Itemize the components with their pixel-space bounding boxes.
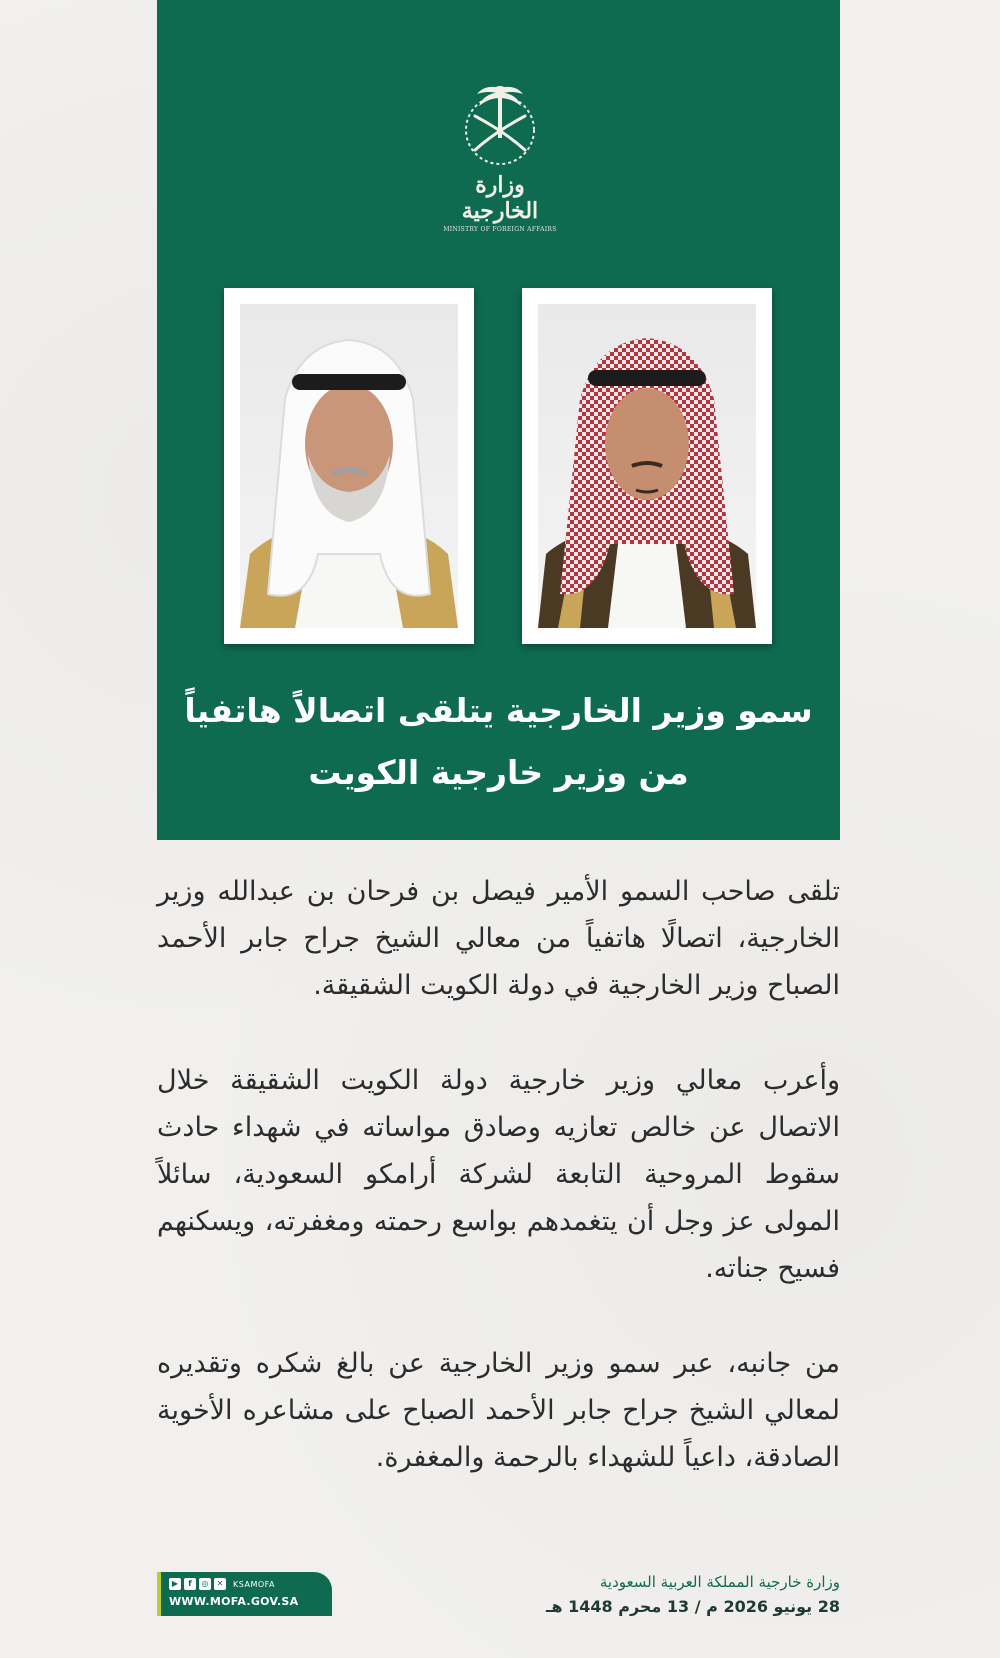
portrait-saudi-minister [522,288,772,644]
social-handle: KSAMOFA [233,1579,275,1589]
org-name: وزارة خارجية المملكة العربية السعودية [599,1573,840,1591]
social-icons-row [169,1576,324,1592]
headline-line-2: من وزير خارجية الكويت [308,753,689,792]
ministry-emblem [441,80,559,233]
portrait-kuwait-minister [224,288,474,644]
ministry-name-arabic: وزارة الخارجية [461,172,539,224]
headline-line-1: سمو وزير الخارجية يتلقى اتصالاً هاتفياً [184,691,813,730]
instagram-icon[interactable]: ◎ [199,1578,211,1590]
youtube-icon[interactable]: ▶ [169,1578,181,1590]
paragraph: من جانبه، عبر سمو وزير الخارجية عن بالغ شكره وتقديره لمعالي الشيخ جراح جابر الأحمد الصباح على مشاعره الأخوية الصادقة، داعياً للشهداء بالرحمة والمغفرة. [157,1348,840,1473]
publish-date: 28 يونيو 2026 م / 13 محرم 1448 هـ [545,1597,840,1616]
portrait-figure-white-ghutra [240,304,458,628]
footer-meta [480,1570,840,1620]
x-icon[interactable]: ✕ [214,1578,226,1590]
paragraph: وأعرب معالي وزير خارجية دولة الكويت الشقيقة خلال الاتصال عن خالص تعازيه وصادق مواساته في شهداء حادث سقوط المروحية التابعة لشركة أرامكو السعودية، سائلاً المولى عز وجل أن يتغمدهم بواسع رحمته ومغفرته، ويسكنهم فسيح جناته. [157,1065,840,1284]
article-body [157,868,840,1529]
palm-swords-icon [455,80,545,170]
social-badge [157,1572,332,1616]
facebook-icon[interactable]: f [184,1578,196,1590]
portrait-figure-red-shemagh [538,304,756,628]
paragraph: تلقى صاحب السمو الأمير فيصل بن فرحان بن عبدالله وزير الخارجية، اتصالًا هاتفياً من معالي الشيخ جراح جابر الأحمد الصباح وزير الخارجية في دولة الكويت الشقيقة. [157,876,840,1001]
headline [157,680,840,804]
ministry-name-english: MINISTRY OF FOREIGN AFFAIRS [443,226,557,233]
website-link[interactable]: WWW.MOFA.GOV.SA [169,1595,299,1608]
